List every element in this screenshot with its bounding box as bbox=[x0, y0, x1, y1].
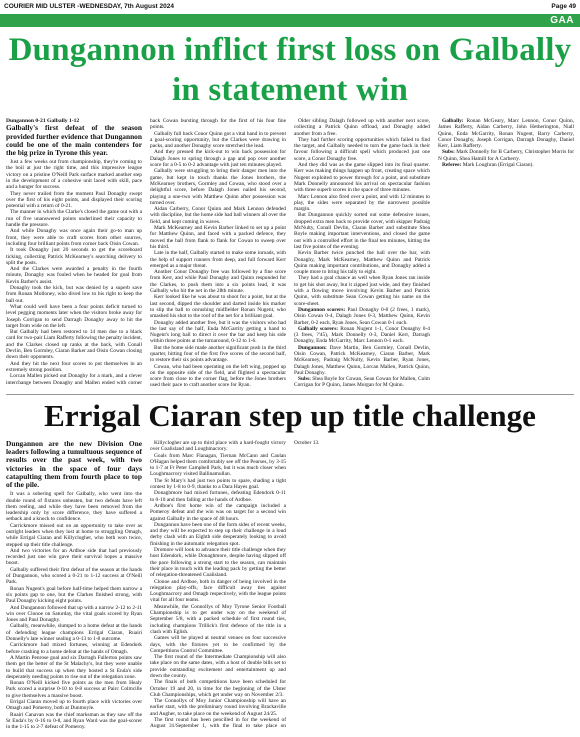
article-paragraph: Clonoe and Ardboe, both in danger of being involved in the relegation play-offs, face difficult away ties against Loughmacrory and Omagh respectively, with the league points vital for all four teams. bbox=[150, 578, 286, 604]
article-paragraph: And while Donaghy was once again their go-to man up front, they were able to craft scores from other sources, including four brilliant points from corner back Oisin Cowan. bbox=[6, 228, 142, 247]
article-paragraph: Donaghmore had mixed fortunes, defeating Edendork 0-11 to 0-10 and then falling at the hands of Ardboe. bbox=[150, 490, 286, 503]
article-paragraph: And two victories for an Ardboe side that had previously recorded just one win gave their survival hopes a massive boost. bbox=[6, 547, 142, 567]
article-paragraph: Donaghy took the kick, but was denied by a superb save from Ronan Molloney, who dived low to his right to keep the ball out. bbox=[6, 285, 142, 304]
story1-body bbox=[6, 118, 574, 390]
team-line-text: Shea Boyle for Cowan, Sean Cowan for Mallen, Colm Corrigan for P Quinn, James Morgan for M Quinn. bbox=[294, 376, 430, 389]
team-line bbox=[294, 307, 430, 326]
team-line-text: Dave Martin, Ben Gormley, Conall Devlin, Oisin Cowan, Patrick McKearney, Ciaran Barber, Mark McKearney, Padraig McNulty, Kevin Barber, Ryan Jones, Dalagh Jones, Matthew Quinn, Lorcan Mallen, Patrick Quinn, Paul Donaghy. bbox=[294, 344, 430, 376]
article-paragraph: Marc Lennon also fired over a point, and with 12 minutes to play, the sides were separated by the narrowest possible margin. bbox=[294, 193, 430, 213]
team-line bbox=[294, 345, 430, 376]
article-paragraph: Galbally were struggling to bring their danger men into the game, but kept in touch thanks the Jones brothers, the McKearney brothers, Gormley and Cowan, who stood over a delightful score, before Dalagh Jones nailed his second, playing a one-two with Matthew Quinn after possession was turned over. bbox=[150, 168, 286, 206]
article-paragraph: Galbally full back Conor Quinn got a vital hand in to prevent a goal-scoring opportunity, but the Clarkes were drawing in packs, and another Donaghy score stretched the lead. bbox=[150, 130, 286, 150]
team-line-label: Dungannon: bbox=[298, 344, 327, 351]
section-banner bbox=[0, 14, 580, 27]
team-line-text: Mark Loughran (Errigal Ciaran). bbox=[462, 162, 534, 169]
article-paragraph: And the Clarkes were awarded a penalty in the fourth minute, Donaghy was fouled when he headed for goal from Kevin Barber's assist. bbox=[6, 266, 142, 285]
article-paragraph: Carrickmore had mixed fortunes, winning at Edendork before crashing to a home defeat at the hands of Omagh. bbox=[6, 642, 142, 655]
section-divider bbox=[6, 394, 574, 395]
article-paragraph: They never trailed from the moment Paul Donaghy swept over the first of his eight points, and displayed their scoring potential with a return of 0-21. bbox=[6, 190, 142, 210]
article-paragraph: The finals of both competitions have been scheduled for October 19 and 20, in time for the beginning of the Ulster Club Championships, which get under way on November 2/3. bbox=[150, 679, 286, 698]
story2-headline: Errigal Ciaran step up title challenge bbox=[44, 398, 536, 433]
article-paragraph: Just a few weeks out from championship, they're coming to the boil at just the right time, and this impressive league victory on a pristine O'Neill Park surface marked another step in the development of a cohesive unit laced with skill, pace and a hunger for success. bbox=[6, 159, 142, 191]
article-paragraph: And they hit the next four scores to put themselves in an extremely strong position. bbox=[6, 360, 142, 373]
article-paragraph: Goals from Marc Flanagan, Tiernan McCann and Caolan O'Hagan helped them comfortably see off the Pearses, by 3-15 to 1-7 at Fr Peter Campbell Park, but it was much closer when Loughmacrory visited Ballinamullan. bbox=[150, 452, 286, 478]
article-paragraph: But Dungannon quickly sorted out some defensive issues, dropped extra men back to provide cover, with skipper Padraig McNulty, Conall Devlin, Ciaran Barber and substitute Shea Boyle making important interventions, and closed the game out with a controlled effort in the final ten minutes, hitting the last five points of the evening. bbox=[294, 212, 430, 250]
article-paragraph: Games will be played at neutral venues on four successive days, with the fixtures yet to be confirmed by the Competitions Control Committee. bbox=[150, 635, 286, 654]
article-paragraph: Errigal Ciaran moved up to fourth place with victories over Omagh and Pomeroy, both at Dunmoyle. bbox=[6, 699, 142, 712]
team-line-label: Galbally: bbox=[442, 118, 464, 124]
masthead bbox=[0, 0, 580, 15]
article-paragraph: Galbally suffered their first defeat of the season at the hands of Dungannon, who scored a 0-21 to 1-12 success at O'Neill Park. bbox=[6, 566, 142, 586]
story2-standfirst: Dungannon are the new Division One leaders following a tumultuous sequence of results over the past week, with two victories in the space of four days catapulting them from fourth place to top of the pile. bbox=[6, 440, 142, 490]
article-paragraph: But Galbally had been restored to 14 men due to a black card for two-pair Liam Rafferty following the penalty incident, and the Clarkes closed up ranks at the back, with Conall Devlin, Ben Gormley, Ciaran Barker and Oisin Cowan closing down their opponents. bbox=[6, 329, 142, 361]
article-paragraph: And they did was as the game slipped into its final quarter. Kerr was making things happen up front, creating space which Nugent exploited to power through for a point, and substitute Mark Donnelly announced his arrival on spectacular fashion with three superb scores in the space of three minutes. bbox=[294, 162, 430, 194]
article-paragraph: The first round of the Intermediate Championship will also take place on the same dates, with a host of double bills set to provide outstanding excitement and entertainment up and down the county. bbox=[150, 654, 286, 679]
article-paragraph: Late in the half, Galbally started to make some inroads, with the help of support runners from deep, and full forward Kerr emerged as a major threat. bbox=[150, 250, 286, 269]
article-paragraph: Mark McKearney and Kevin Barber linked to set up a point for Matthew Quinn, and faced with a packed defence, they moved the ball from flank to flank for Cowan to sweep over his third. bbox=[150, 225, 286, 250]
article-paragraph: Dromore will look to advance their title challenge when they host Edendork, while Donaghmore, despite having slipped off the pace following a strong start to the season, can maintain their place in touch with the leading pack by getting the better of relegation-threatened Coalisland. bbox=[150, 547, 286, 579]
team-line-label: Subs: bbox=[442, 149, 455, 156]
team-line-label: Referee: bbox=[442, 162, 462, 169]
section-label: GAA bbox=[550, 15, 574, 26]
article-paragraph: The St Mary's had just two points to spare, shading a tight contest by 1-8 to 0-9, thanks to a Dara Hayes goal. bbox=[150, 477, 286, 491]
team-line bbox=[438, 162, 574, 168]
team-line-text: Mark Donnelly for B Carberry, Christopher Morris for N Quinn, Shea Hamill for A Carberry. bbox=[438, 149, 574, 162]
article-paragraph: Older sibling Dalagh followed up with another next score, collecting a Patrick Quinn offload, and Donaghy added another from a free. bbox=[294, 118, 430, 137]
article-paragraph: Ardboe's first home win of the campaign included a Pomeroy defeat and the win was on target for a second win against Galbally in the space of 48 hours. bbox=[150, 502, 286, 522]
masthead-publication-date: COURIER MID ULSTER -WEDNESDAY, 7th August 2024 bbox=[4, 3, 174, 10]
article-paragraph: Galbally, meanwhile, slumped to a home defeat at the hands of defending league champions Errigal Ciaran, Ruairi Donnelly's late winner sealing a 0-13 to 1-8 outcome. bbox=[6, 623, 142, 643]
article-paragraph: It was a sobering spell for Galbally, who went into the double round of fixtures unbeaten, but two defeats have left them reeling, and while they have been removed from the leadership only by score difference, they have suffered a setback and a knock to confidence. bbox=[6, 491, 142, 523]
article-paragraph: The Connollys of Moy Junior Championship will have an earlier start, with the preliminary round involving Brackaville and Augher, to take place on the weekend of August 24/25. bbox=[150, 698, 286, 717]
article-paragraph: What could well have been a four points deficit turned to level pegging moments later when the visitors broke away for Joseph Corrigan to send Darragh Donaghy away to hit the target from wide on the left. bbox=[6, 303, 142, 329]
article-paragraph: Dungannon have been one of the form sides of recent weeks, and they will be expected to step up their challenge in a loud derby clash with an Eighth side desperately looking to avoid finishing in the automatic relegation spot. bbox=[150, 521, 286, 547]
article-paragraph: The manner in which the Clarke's closed the game out with a run of five unanswered points underlined their capacity to handle the pressure. bbox=[6, 209, 142, 229]
article-paragraph: But the home side made another significant push in the third quarter, hitting four of the first five scores of the second half, to restore their six points advantage. bbox=[150, 344, 286, 364]
article-paragraph: Donaghy added another free, but it was the visitors who had the last say of the half, Enda McGarrity getting a hand to Nugent's long ball to direct it over the bar and keep his side within three points at the turnaround, 0-12 to 1-6. bbox=[150, 319, 286, 345]
article-paragraph: Lorcan Mallen picked out Donaghy for a mark, and a clever interchange between Donaghy and Mallen ended with corner back Cowan bursting through for the first of his four fine points. bbox=[6, 118, 286, 386]
story1-headline: Dungannon inflict first loss on Galbally in statement win bbox=[8, 32, 572, 108]
story2-body bbox=[6, 440, 574, 735]
article-paragraph: They had a goal chance as well when Ryan Jones ran inside to get his shot away, but it zipped just wide, and they finished with a flowing move involving Kevin Barber and Patrick Quinn, with substitute Sean Cowan getting his name on the score-sheet. bbox=[294, 275, 430, 307]
article-paragraph: Another Conor Donaghy free was followed by a fine score from Kerr, and while Paul Donaghy and Quinn responded for the Clarkes, to push them into a six points lead, it was Galbally who hit the net in the 28th minute. bbox=[150, 269, 286, 295]
team-line bbox=[438, 118, 574, 149]
team-line-text: Ronan Nugent 1-1, Conor Donaghy 0-4 (3 frees, ?'45), Mark Donnelly 0-3, Daniel Kerr, Darragh Donaghy, Enda McGarrity, Marc Lennon 0-1 each. bbox=[294, 325, 430, 345]
article-paragraph: Killyclogher are up to third place with a hard-fought victory over Coalisland and Loughmacrory. bbox=[150, 440, 286, 453]
article-paragraph: Kerr looked like he was about to shoot for a point, but at the last second, dipped the shoulder and darted inside his marker to slip the ball to onrushing midfielder Ronan Nugent, who smashed his shot to the roof of the net for a brilliant goal. bbox=[150, 294, 286, 320]
team-line-label: Galbally scorers: bbox=[298, 325, 339, 332]
article-paragraph: Ronan O'Neill kicked five points as the men from Healy Park scored a surprise 0-10 to 0-8 success at Pairc Colmcille to give themselves a massive boost. bbox=[6, 680, 142, 699]
team-line bbox=[294, 376, 430, 389]
team-line-label: Dungannon scorers: bbox=[298, 306, 346, 313]
article-paragraph: They had further scoring opportunities which failed to find the target, and Galbally needed to turn the game back in their favour following a difficult spell which produced just one score, a Conor Donaghy free. bbox=[294, 136, 430, 162]
article-paragraph: Carrickmore missed out on an opportunity to take over as outright leaders when they lost at home to struggling Omagh, while Errigal Ciaran and Killyclogher, who both won twice, stepped up their title challenge. bbox=[6, 522, 142, 548]
article-paragraph: Kevin Barber twice punched the ball over the bar, with Donaghy, Mark McKearney, Matthew Quinn and Patrick Quinn making important contributions, and Donaghy added a couple more to bring his tally to eight. bbox=[294, 250, 430, 276]
team-line-text: Ronan McGeary, Marc Lennon, Conor Quinn, James Rafferty, Aidan Carberry, John Hetherington, Niall Quinn, Enda McGarrity, Ronan Nugent, Barry Carberry, Conor Donaghy, Joseph Corrigan, Darragh Donaghy, Daniel Kerr, Liam Rafferty. bbox=[438, 118, 574, 150]
article-paragraph: Meanwhile, the Connollys of Moy Tyrone Senior Football Championship is to get under way on the weekend of September 5/8, with a packed schedule of first round ties, including champions Trillick's first defence of the title in a clash with Eglish. bbox=[150, 603, 286, 635]
team-line-text: Paul Donaghy 0-8 (2 frees, 1 mark), Oisin Cowan 0-4, Dalagh Jones 0-3, Matthew Quinn, Kevin Barber, 0-2 each, Ryan Jones, Sean Cowan 0-1 each. bbox=[294, 306, 430, 326]
team-line bbox=[438, 149, 574, 162]
article-paragraph: Aidan Carberry, Conor Quinn and Mark Lennon defended with discipline, but the home side had ball winners all over the field, and kept coming in waves. bbox=[150, 206, 286, 225]
story1-standfirst: Galbally's first defeat of the season provided further evidence that Dungannon could be one of the main contenders for the big prize in Tyrone this year. bbox=[6, 123, 142, 157]
page-number: Page 49 bbox=[551, 3, 576, 10]
story1-scoreline: Dungannon 0-21 Galbally 1-12 bbox=[6, 118, 80, 124]
article-paragraph: The first round has been pencilled in for the weekend of August 31/September 1, with the final to take place on October 13. bbox=[150, 440, 320, 730]
article-paragraph: Ronan Nugent's goal before half-time helped them narrow a six points gap to one, but the Clarkes finished strong, with Paul Donaghy kicking eight points. bbox=[6, 585, 142, 605]
article-paragraph: Ruairi Canavan was the chief marksman as they saw off the St Enda's by 0-16 to 0-8, and Ryan Ward was the goal-scorer in the 1-15 to 2-7 defeat of Pomeroy. bbox=[6, 711, 142, 731]
team-line bbox=[294, 326, 430, 345]
article-paragraph: It took Donaghy just 20 seconds to get the scoreboard ticking, collecting Patrick McKearney's searching delivery to split the posts. bbox=[6, 247, 142, 266]
article-paragraph: Cowan, who had been operating on the left wing, popped up on the opposite side of the field, and flighted a spectacular score from close to the corner flag, before the Jones brothers used their pace to craft another score for Ryan. bbox=[150, 363, 286, 389]
article-paragraph: And they pressed the kick-out to win back possession for Dalagh Jones to spring through a gap and pop over another score for a 0-5 to 0-2 advantage with just ten minutes played. bbox=[150, 149, 286, 169]
article-paragraph: And Dungannon followed that up with a narrow 2-12 to 2-11 win over Clonoe on Saturday, the vital goals scored by Ryan Jones and Paul Donaghy. bbox=[6, 604, 142, 624]
team-line-label: Subs: bbox=[298, 376, 311, 383]
article-paragraph: A Martin Penrose goal and six Darragh Fullerton points saw them get the better of the St Malachy's, but they were unable to build that success up when they hosted a St Enda's side desperately needing points to rise out of the relegation zone. bbox=[6, 654, 142, 680]
